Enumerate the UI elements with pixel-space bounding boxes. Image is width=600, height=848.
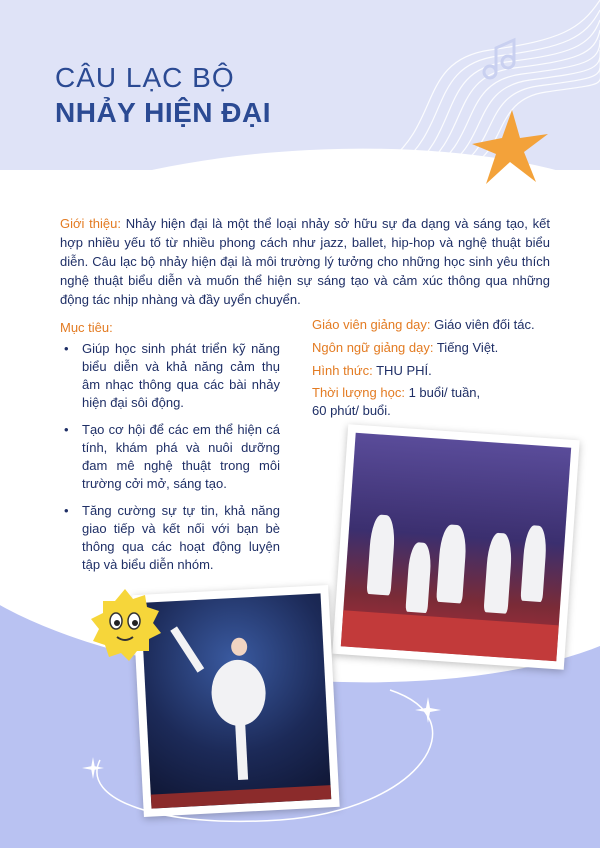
goals-label: Mục tiêu:	[60, 320, 113, 335]
star-icon	[470, 108, 550, 188]
format-label: Hình thức:	[312, 363, 373, 378]
teacher-label: Giáo viên giảng dạy:	[312, 317, 431, 332]
music-note-icon	[484, 40, 514, 78]
teacher-info	[312, 316, 572, 334]
curve-line-decoration	[60, 650, 480, 840]
format-info	[312, 362, 572, 380]
list-item: • Tạo cơ hội để các em thể hiện cá tính, khám phá và nuôi dưỡng đam mê nghệ thuật trong môi trường cởi mở, sáng tạo.	[60, 421, 280, 493]
intro-text: Nhảy hiện đại là một thể loại nhảy sở hữu sự đa dạng và sáng tạo, kết hợp nhiều yếu tố từ nhiều phong cách như jazz, ballet, hip-hop và nghệ thuật biểu diễn. Câu lạc bộ nhảy hiện đại là môi trường lý tưởng cho những học sinh yêu thích nghệ thuật biểu diễn và muốn thể hiện sự sáng tạo và cảm xúc thông qua những động tác nhịp nhàng và đầy uyển chuyển.	[60, 216, 550, 307]
goals-list	[60, 340, 280, 583]
duration-label: Thời lượng học:	[312, 385, 405, 400]
intro-label: Giới thiệu:	[60, 216, 121, 231]
duration-value: 1 buổi/ tuần, 60 phút/ buổi.	[312, 385, 481, 418]
list-item: • Giúp học sinh phát triển kỹ năng biểu diễn và khả năng cảm thụ âm nhạc thông qua các bài nhảy hiện đại sôi động.	[60, 340, 280, 412]
format-value: THU PHÍ.	[372, 363, 432, 378]
page-title-line1: CÂU LẠC BỘ	[55, 62, 235, 93]
duration-info	[312, 384, 482, 420]
list-item: • Tăng cường sự tự tin, khả năng giao tiếp và kết nối với bạn bè thông qua các hoạt động luyện tập và biểu diễn nhóm.	[60, 502, 280, 574]
language-value: Tiếng Việt.	[433, 340, 499, 355]
page-title-line2: NHẢY HIỆN ĐẠI	[55, 97, 272, 128]
language-label: Ngôn ngữ giảng dạy:	[312, 340, 434, 355]
group-dance-photo	[332, 424, 579, 670]
teacher-value: Giáo viên đối tác.	[430, 317, 535, 332]
language-info	[312, 339, 572, 357]
intro-paragraph	[60, 214, 550, 309]
